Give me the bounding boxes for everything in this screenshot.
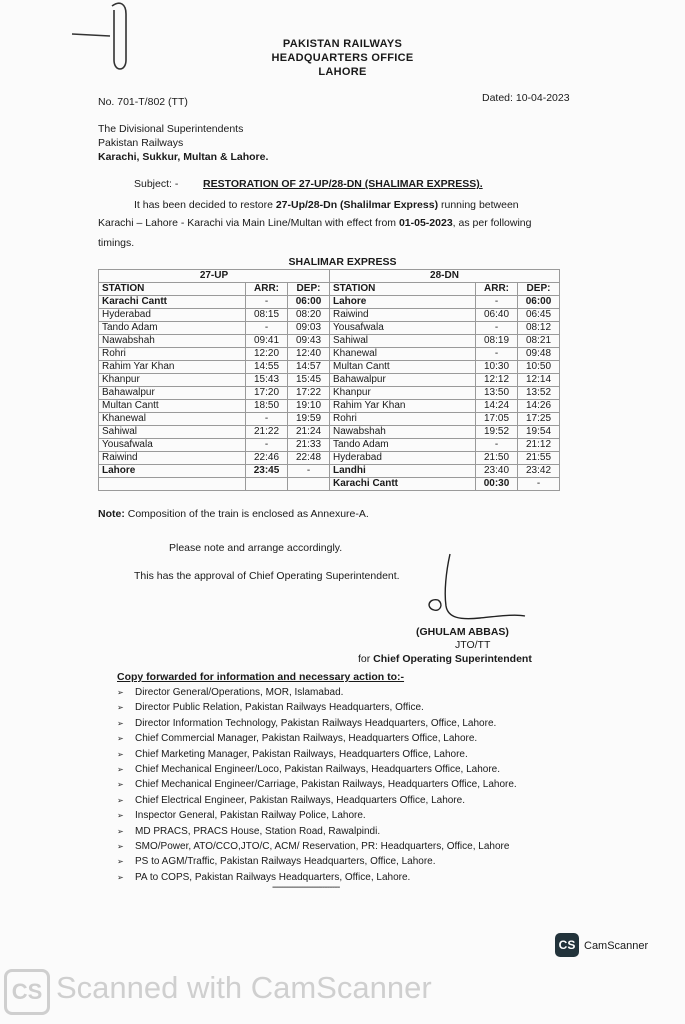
list-item-text: Chief Mechanical Engineer/Carriage, Pakistan Railways, Headquarters Office, Lahore. — [135, 779, 517, 791]
body-line2 — [98, 216, 531, 230]
col-dep-dn: DEP: — [518, 283, 560, 296]
list-item-text: Director General/Operations, MOR, Islamabad. — [135, 687, 344, 698]
arr-dn-cell: 14:24 — [476, 400, 518, 413]
arr-up-cell: - — [246, 296, 288, 309]
dep-up-cell — [288, 478, 330, 491]
station-dn-cell: Karachi Cantt — [330, 478, 476, 491]
arr-dn-cell: 23:40 — [476, 465, 518, 478]
arr-up-cell: 22:46 — [246, 452, 288, 465]
arr-up-cell: - — [246, 322, 288, 335]
up-direction-label: 27-UP — [99, 270, 330, 283]
list-item-text: SMO/Power, ATO/CCO,JTO/C, ACM/ Reservation, PR: Headquarters, Office, Lahore — [135, 841, 510, 853]
list-item — [117, 777, 517, 792]
list-item-text: Inspector General, Pakistan Railway Police, Lahore. — [135, 810, 366, 822]
station-dn-cell: Lahore — [330, 296, 476, 309]
bullet-arrow-icon: ➢ — [117, 718, 124, 728]
list-item-text: Director Information Technology, Pakistan Railways Headquarters, Office, Lahore. — [135, 717, 497, 729]
bullet-arrow-icon: ➢ — [117, 811, 124, 821]
list-item-text: Chief Marketing Manager, Pakistan Railways, Headquarters Office, Lahore. — [135, 748, 468, 760]
dep-up-cell: 21:24 — [288, 426, 330, 439]
header-title-line3: LAHORE — [318, 66, 367, 78]
col-station-up: STATION — [99, 283, 246, 296]
arr-up-cell: 09:41 — [246, 335, 288, 348]
dep-dn-cell: 08:21 — [518, 335, 560, 348]
dep-dn-cell: 13:52 — [518, 387, 560, 400]
station-up-cell: Sahiwal — [99, 426, 246, 439]
station-up-cell: Rahim Yar Khan — [99, 361, 246, 374]
body-line1-a: It has been decided to restore — [134, 199, 276, 211]
station-up-cell: Khanewal — [99, 413, 246, 426]
arr-dn-cell: 12:12 — [476, 374, 518, 387]
copy-forwarded-heading: Copy forwarded for information and necessary action to:- — [117, 671, 405, 683]
table-row — [99, 426, 560, 439]
dn-direction-label: 28-DN — [330, 270, 560, 283]
station-dn-cell: Nawabshah — [330, 426, 476, 439]
date: Dated: 10-04-2023 — [482, 92, 570, 104]
dep-dn-cell: 21:12 — [518, 439, 560, 452]
body-line2-a: Karachi – Lahore - Karachi via Main Line/Multan with effect from — [98, 217, 399, 229]
arr-dn-cell: - — [476, 322, 518, 335]
list-item — [117, 824, 517, 839]
station-up-cell: Khanpur — [99, 374, 246, 387]
address-line2: Pakistan Railways — [98, 137, 184, 149]
address-line1: The Divisional Superintendents — [98, 123, 244, 135]
reference-number: No. 701-T/802 (TT) — [98, 96, 188, 108]
copy-forwarded-list — [117, 685, 517, 885]
list-item-text: Chief Electrical Engineer, Pakistan Railways, Headquarters Office, Lahore. — [135, 794, 465, 806]
dep-dn-cell: 08:12 — [518, 322, 560, 335]
timetable-title: SHALIMAR EXPRESS — [288, 256, 397, 268]
divider-dashes: --------------------------- — [272, 881, 340, 893]
station-up-cell: Lahore — [99, 465, 246, 478]
arr-up-cell: 08:15 — [246, 309, 288, 322]
camscanner-label: CamScanner — [584, 940, 649, 952]
signatory-designation: JTO/TT — [455, 639, 491, 651]
list-item — [117, 854, 517, 869]
dep-up-cell: 21:33 — [288, 439, 330, 452]
body-train-name: 27-Up/28-Dn (Shalilmar Express) — [275, 199, 439, 211]
list-item — [117, 839, 517, 854]
list-item — [117, 731, 517, 746]
list-item — [117, 747, 517, 762]
station-dn-cell: Tando Adam — [330, 439, 476, 452]
station-up-cell: Rohri — [99, 348, 246, 361]
station-dn-cell: Landhi — [330, 465, 476, 478]
station-up-cell: Yousafwala — [99, 439, 246, 452]
arr-dn-cell: 06:40 — [476, 309, 518, 322]
signatory-name: (GHULAM ABBAS) — [416, 626, 509, 638]
list-item — [117, 716, 517, 731]
bullet-arrow-icon: ➢ — [117, 872, 124, 882]
dep-up-cell: 15:45 — [288, 374, 330, 387]
arr-dn-cell: 19:52 — [476, 426, 518, 439]
table-row — [99, 400, 560, 413]
dep-dn-cell: 09:48 — [518, 348, 560, 361]
timetable-direction-row — [99, 270, 560, 283]
dep-dn-cell: 19:54 — [518, 426, 560, 439]
body-line2-c: , as per following — [452, 217, 532, 229]
arr-dn-cell: 13:50 — [476, 387, 518, 400]
arr-up-cell: 18:50 — [246, 400, 288, 413]
table-row — [99, 439, 560, 452]
arr-up-cell — [246, 478, 288, 491]
timetable — [98, 269, 560, 491]
address-line3: Karachi, Sukkur, Multan & Lahore. — [98, 151, 269, 163]
dep-up-cell: 17:22 — [288, 387, 330, 400]
dep-dn-cell: 21:55 — [518, 452, 560, 465]
dep-dn-cell: 10:50 — [518, 361, 560, 374]
col-dep-up: DEP: — [288, 283, 330, 296]
list-item — [117, 808, 517, 823]
dep-up-cell: 09:03 — [288, 322, 330, 335]
col-arr-dn: ARR: — [476, 283, 518, 296]
approval-line: This has the approval of Chief Operating Superintendent. — [134, 570, 400, 582]
arr-up-cell: 14:55 — [246, 361, 288, 374]
table-row — [99, 322, 560, 335]
subject-title: RESTORATION OF 27-UP/28-DN (SHALIMAR EXPRESS). — [203, 178, 483, 190]
timetable-header-row — [99, 283, 560, 296]
dep-up-cell: 08:20 — [288, 309, 330, 322]
arr-dn-cell: - — [476, 296, 518, 309]
list-item — [117, 700, 517, 715]
dep-dn-cell: 06:00 — [518, 296, 560, 309]
station-up-cell: Nawabshah — [99, 335, 246, 348]
arr-up-cell: - — [246, 439, 288, 452]
arr-dn-cell: - — [476, 348, 518, 361]
arr-up-cell: 21:22 — [246, 426, 288, 439]
station-up-cell — [99, 478, 246, 491]
arr-dn-cell: 08:19 — [476, 335, 518, 348]
list-item — [117, 793, 517, 808]
station-dn-cell: Bahawalpur — [330, 374, 476, 387]
list-item-text: MD PRACS, PRACS House, Station Road, Rawalpindi. — [135, 825, 381, 837]
body-line3: timings. — [98, 237, 135, 249]
bullet-arrow-icon: ➢ — [117, 749, 124, 759]
table-row — [99, 387, 560, 400]
table-row — [99, 309, 560, 322]
table-row — [99, 413, 560, 426]
dep-dn-cell: 06:45 — [518, 309, 560, 322]
body-line1 — [134, 198, 519, 212]
bullet-arrow-icon: ➢ — [117, 826, 124, 836]
signature — [420, 552, 530, 627]
table-row — [99, 348, 560, 361]
dep-up-cell: 12:40 — [288, 348, 330, 361]
bullet-arrow-icon: ➢ — [117, 703, 124, 713]
table-row — [99, 335, 560, 348]
dep-up-cell: 06:00 — [288, 296, 330, 309]
dep-up-cell: 14:57 — [288, 361, 330, 374]
dep-dn-cell: 17:25 — [518, 413, 560, 426]
dep-dn-cell: 14:26 — [518, 400, 560, 413]
bullet-arrow-icon: ➢ — [117, 780, 124, 790]
station-dn-cell: Hyderabad — [330, 452, 476, 465]
body-line1-c: running between — [438, 199, 519, 211]
arr-dn-cell: 17:05 — [476, 413, 518, 426]
list-item-text: Chief Commercial Manager, Pakistan Railways, Headquarters Office, Lahore. — [135, 733, 478, 745]
body-effective-date: 01-05-2023 — [398, 217, 453, 229]
signatory-for — [358, 652, 532, 666]
camscanner-watermark-icon: CS — [4, 969, 50, 1015]
note-text: Composition of the train is enclosed as Annexure-A. — [124, 508, 369, 520]
station-dn-cell: Yousafwala — [330, 322, 476, 335]
table-row — [99, 478, 560, 491]
list-item-text: Chief Mechanical Engineer/Loco, Pakistan Railways, Headquarters Office, Lahore. — [135, 764, 501, 776]
arr-up-cell: 17:20 — [246, 387, 288, 400]
station-up-cell: Karachi Cantt — [99, 296, 246, 309]
station-up-cell: Hyderabad — [99, 309, 246, 322]
col-arr-up: ARR: — [246, 283, 288, 296]
arr-up-cell: - — [246, 413, 288, 426]
station-dn-cell: Sahiwal — [330, 335, 476, 348]
col-station-dn: STATION — [330, 283, 476, 296]
list-item — [117, 762, 517, 777]
arr-dn-cell: 21:50 — [476, 452, 518, 465]
station-dn-cell: Rohri — [330, 413, 476, 426]
table-row — [99, 361, 560, 374]
station-dn-cell: Khanpur — [330, 387, 476, 400]
dep-dn-cell: - — [518, 478, 560, 491]
station-dn-cell: Khanewal — [330, 348, 476, 361]
signatory-for-prefix: for — [358, 653, 374, 665]
note-label: Note: — [98, 508, 125, 520]
table-row — [99, 465, 560, 478]
camscanner-logo-icon: CS — [555, 933, 579, 957]
camscanner-watermark: Scanned with CamScanner — [56, 970, 432, 1005]
bullet-arrow-icon: ➢ — [117, 842, 124, 852]
header-title-line1: PAKISTAN RAILWAYS — [282, 38, 403, 50]
bullet-arrow-icon: ➢ — [117, 795, 124, 805]
station-up-cell: Bahawalpur — [99, 387, 246, 400]
dep-dn-cell: 12:14 — [518, 374, 560, 387]
station-dn-cell: Raiwind — [330, 309, 476, 322]
table-row — [99, 296, 560, 309]
list-item — [117, 685, 517, 700]
header-title-line2: HEADQUARTERS OFFICE — [271, 52, 414, 64]
dep-dn-cell: 23:42 — [518, 465, 560, 478]
dep-up-cell: - — [288, 465, 330, 478]
arr-up-cell: 15:43 — [246, 374, 288, 387]
station-up-cell: Multan Cantt — [99, 400, 246, 413]
table-row — [99, 374, 560, 387]
note — [98, 507, 369, 521]
station-dn-cell: Multan Cantt — [330, 361, 476, 374]
bullet-arrow-icon: ➢ — [117, 734, 124, 744]
arr-up-cell: 23:45 — [246, 465, 288, 478]
signatory-for-title: Chief Operating Superintendent — [373, 653, 532, 665]
bullet-arrow-icon: ➢ — [117, 857, 124, 867]
dep-up-cell: 09:43 — [288, 335, 330, 348]
station-up-cell: Raiwind — [99, 452, 246, 465]
bullet-arrow-icon: ➢ — [117, 765, 124, 775]
arr-dn-cell: - — [476, 439, 518, 452]
list-item-text: PA to COPS, Pakistan Railways Headquarters, Office, Lahore. — [135, 871, 411, 883]
arr-dn-cell: 10:30 — [476, 361, 518, 374]
dep-up-cell: 22:48 — [288, 452, 330, 465]
subject-label: Subject: - — [134, 178, 179, 190]
dep-up-cell: 19:59 — [288, 413, 330, 426]
table-row — [99, 452, 560, 465]
please-note: Please note and arrange accordingly. — [169, 542, 343, 554]
station-up-cell: Tando Adam — [99, 322, 246, 335]
arr-dn-cell: 00:30 — [476, 478, 518, 491]
list-item-text: Director Public Relation, Pakistan Railways Headquarters, Office. — [135, 702, 424, 714]
list-item-text: PS to AGM/Traffic, Pakistan Railways Headquarters, Office, Lahore. — [135, 856, 436, 868]
dep-up-cell: 19:10 — [288, 400, 330, 413]
station-dn-cell: Rahim Yar Khan — [330, 400, 476, 413]
arr-up-cell: 12:20 — [246, 348, 288, 361]
bullet-arrow-icon: ➢ — [117, 688, 124, 697]
